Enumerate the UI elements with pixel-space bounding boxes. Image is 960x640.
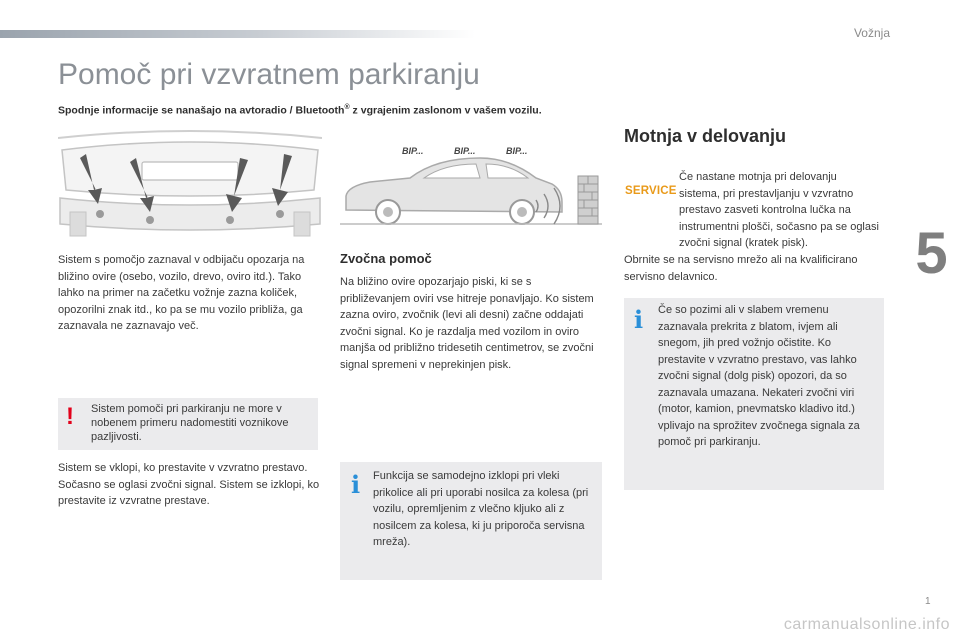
page-subtitle bbox=[58, 104, 542, 117]
sensor-info-text: Če so pozimi ali v slabem vremenu zaznavala prekrita z blatom, ivjem ali snegom, jih pred vožnjo očistite. Ko prestavite v vzvratno prestavo, vas lahko zvočni signal (dolg pisk) opozori, da so zaznavala umazana. Nekateri zvočni viri (motor, kamion, pnevmatsko kladivo itd.) vplivajo na sprožitev zvočnega signala za pomoč pri parkiranju. bbox=[658, 304, 860, 448]
malfunction-heading: Motnja v delovanju bbox=[624, 126, 787, 146]
info-icon: i bbox=[634, 305, 644, 334]
bip-label: BIP... bbox=[402, 146, 424, 156]
bip-label: BIP... bbox=[454, 146, 476, 156]
chapter-number: 5 bbox=[915, 221, 948, 286]
audio-assist-paragraph: Na bližino ovire opozarjajo piski, ki se s približevanjem oviri vse hitreje ponavljajo. Ko sistem zazna oviro, zvočnik (levi ali desni) začne oddajati zvočni signal. Ko je razdalja med vozilom in oviro manjša od približno tridesetih centimetrov, se zvočni signal spremeni v neprekinjen pisk. bbox=[340, 276, 594, 371]
car-sound-illustration bbox=[340, 140, 602, 230]
section-label: Vožnja bbox=[853, 26, 890, 40]
audio-assist-heading: Zvočna pomoč bbox=[340, 251, 432, 266]
info-icon: i bbox=[351, 470, 361, 499]
watermark: carmanualsonline.info bbox=[783, 616, 950, 633]
towing-info-text: Funkcija se samodejno izklopi pri vleki prikolice ali pri uporabi nosilca za kolesa (pri vozilu, opremljenim z vlečno kljuko ali z nosilcem za kolesa, ki ju priporoča servisna mreža). bbox=[373, 470, 589, 548]
bip-label: BIP... bbox=[506, 146, 528, 156]
subtitle-text: Spodnje informacije se nanašajo na avtoradio / Bluetooth bbox=[58, 104, 345, 117]
intro-paragraph: Sistem s pomočjo zaznaval v odbijaču opozarja na bližino ovire (osebo, vozilo, drevo, oviro itd.). Tako lahko na primer na začetku vožnje zazna količek, opozorilni znak itd., ko pa se mu vozilo približa, ga zaznavala ne zaznavajo več. bbox=[58, 254, 305, 332]
service-warning-icon: SERVICE bbox=[625, 185, 677, 197]
registered-mark: ® bbox=[344, 104, 350, 111]
header-gradient-bar bbox=[0, 30, 475, 38]
page-number: 1 bbox=[925, 596, 931, 607]
subtitle-text-end: z vgrajenim zaslonom v vašem vozilu. bbox=[349, 104, 542, 117]
malfunction-paragraph: Če nastane motnja pri delovanju sistema, pri prestavljanju v vzvratno prestavo zasveti kontrolna lučka na instrumentni plošči, sočasno pa se oglasi zvočni signal (kratek pisk). bbox=[679, 171, 879, 249]
activation-paragraph: Sistem se vklopi, ko prestavite v vzvratno prestavo. Sočasno se oglasi zvočni signal. Sistem se izklopi, ko prestavite iz vzvratne prestave. bbox=[58, 462, 320, 507]
warning-exclamation-icon: ! bbox=[66, 403, 74, 430]
rear-bumper-illustration bbox=[58, 128, 322, 240]
warning-text: Sistem pomoči pri parkiranju ne more v nobenem primeru nadomestiti voznikove pazljivosti. bbox=[91, 403, 289, 443]
page-title: Pomoč pri vzvratnem parkiranju bbox=[58, 58, 480, 91]
malfunction-paragraph-cont: Obrnite se na servisno mrežo ali na kvalificirano servisno delavnico. bbox=[624, 254, 858, 283]
